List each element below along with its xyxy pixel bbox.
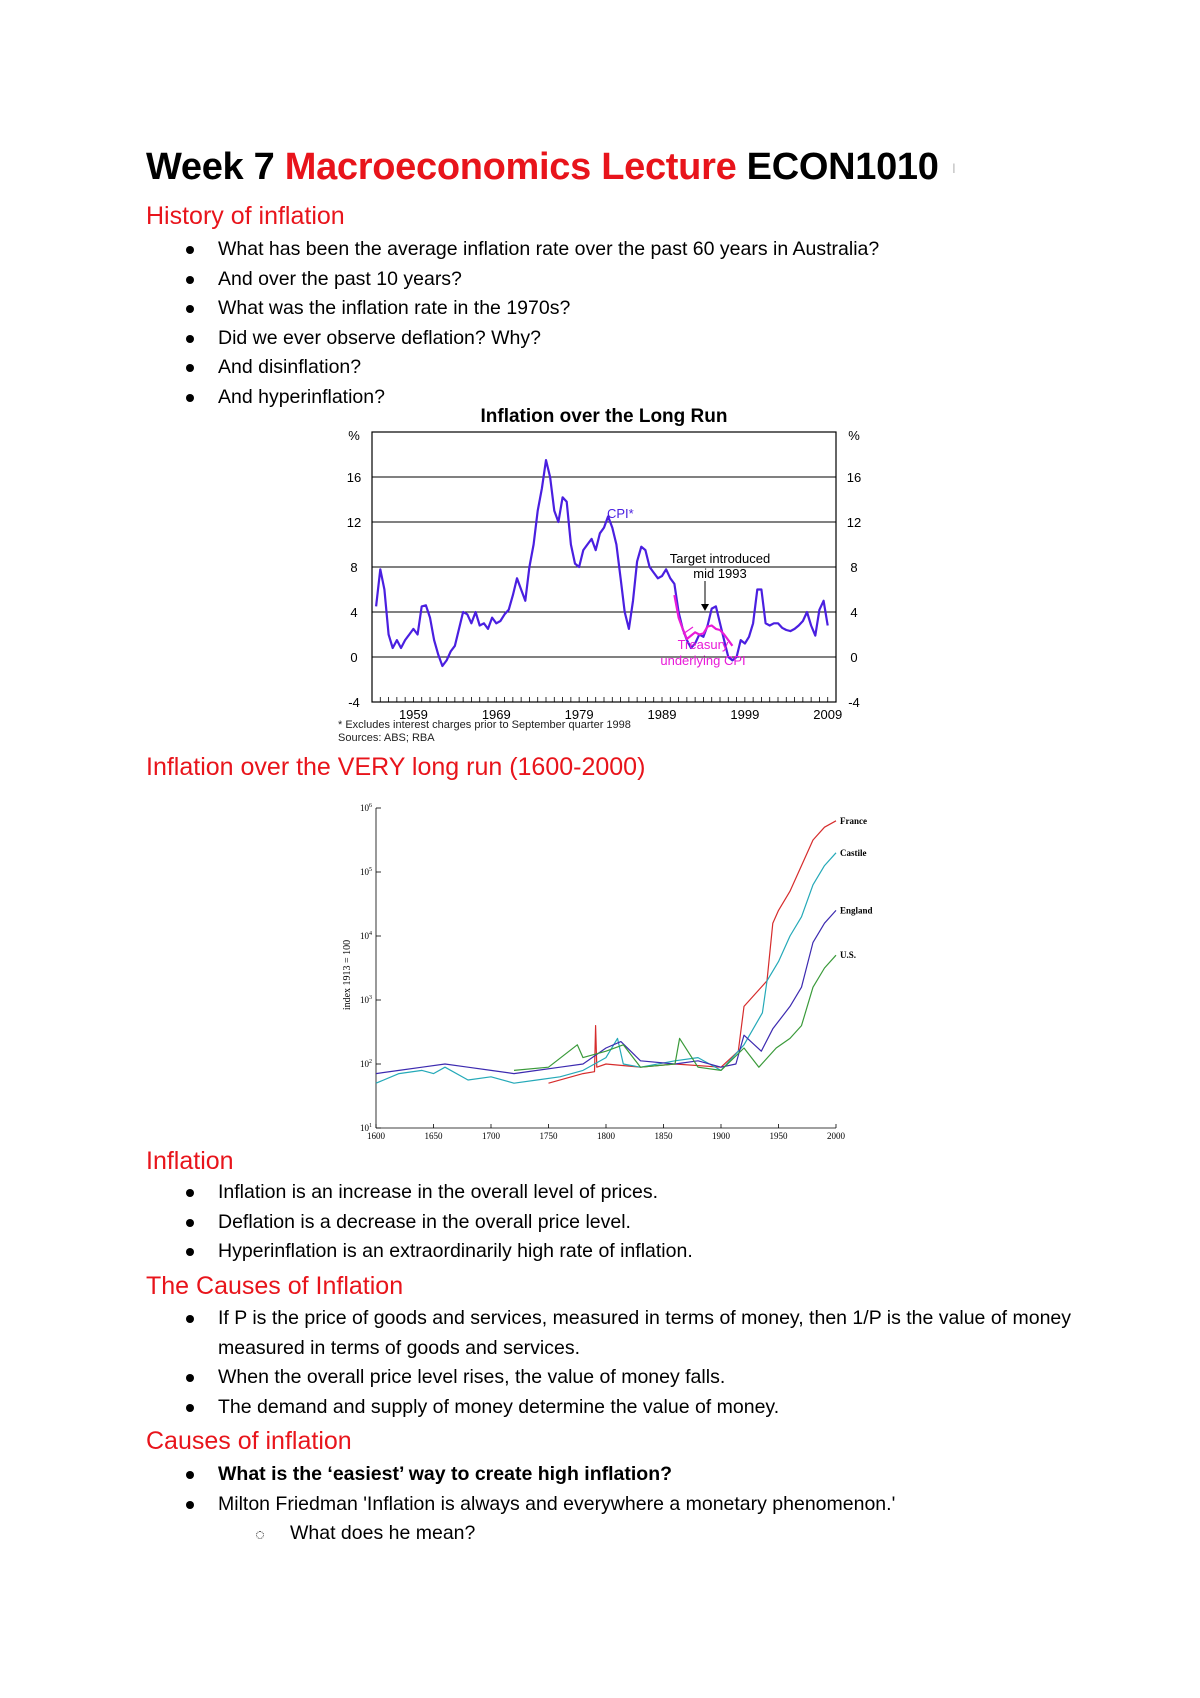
price-index-1600-2000-chart	[336, 800, 906, 1140]
title-mark: |	[952, 163, 955, 175]
x-tick-label: 1969	[481, 707, 511, 722]
chart-footnote: * Excludes interest charges prior to September quarter 1998	[338, 719, 631, 731]
heading-inflation: Inflation	[146, 1147, 234, 1175]
x-tick-label: 1850	[654, 1131, 673, 1140]
y-tick-label: $10^2$	[360, 1059, 372, 1069]
y-tick-label: 4	[850, 605, 858, 620]
list-item: And disinflation?	[146, 353, 1118, 383]
series-label: England	[840, 905, 873, 916]
series-line-france	[549, 821, 837, 1083]
y-tick-label: 16	[346, 470, 362, 485]
target-label-date: mid 1993	[693, 566, 747, 581]
heading-causes-of-inflation-2: Causes of inflation	[146, 1427, 352, 1455]
history-list	[146, 235, 1118, 412]
list-item: Did we ever observe deflation? Why?	[146, 324, 1118, 354]
title-course: ECON1010	[736, 146, 939, 188]
y-tick-label: 4	[350, 605, 358, 620]
x-tick-label: 1750	[539, 1131, 558, 1140]
series-line-england	[376, 910, 836, 1073]
x-tick-label: 1999	[730, 707, 760, 722]
list-item: Hyperinflation is an extraordinarily high rate of inflation.	[146, 1237, 1118, 1267]
chart-title: Inflation over the Long Run	[480, 406, 728, 427]
list-item: Milton Friedman 'Inflation is always and everywhere a monetary phenomenon.'	[146, 1490, 1118, 1520]
y-tick-label: 16	[846, 470, 862, 485]
list-item: When the overall price level rises, the value of money falls.	[146, 1363, 1118, 1393]
chart-sources: Sources: ABS; RBA	[338, 732, 435, 744]
heading-causes-of-inflation: The Causes of Inflation	[146, 1272, 404, 1300]
causes2-list	[146, 1460, 1190, 1549]
list-item: What was the inflation rate in the 1970s?	[146, 294, 1118, 324]
x-tick-label: 2009	[813, 707, 843, 722]
y-tick-label: $10^4$	[360, 931, 372, 941]
list-item: What has been the average inflation rate over the past 60 years in Australia?	[146, 235, 1118, 265]
heading-history-of-inflation: History of inflation	[146, 202, 345, 230]
y-tick-label: $10^6$	[360, 803, 372, 813]
y-tick-label: $10^1$	[360, 1123, 372, 1133]
x-tick-label: 1979	[564, 707, 594, 722]
list-item: And hyperinflation?	[146, 383, 1118, 413]
list-item: And over the past 10 years?	[146, 265, 1118, 295]
y-tick-label: 12	[846, 515, 862, 530]
y-tick-label: 0	[850, 650, 858, 665]
y-tick-label: 8	[850, 560, 858, 575]
y-axis-right	[847, 470, 861, 710]
series-line-u-s	[514, 955, 836, 1070]
y-tick-label: 0	[350, 650, 358, 665]
y-tick-label: $10^5$	[360, 867, 372, 877]
x-tick-label: 1950	[769, 1131, 788, 1140]
cpi-label: CPI*	[607, 506, 634, 521]
page-title	[146, 146, 955, 189]
y-tick-label: -4	[848, 695, 860, 710]
y-axis-label: index 1913 = 100	[342, 939, 353, 1011]
list-item: Deflation is a decrease in the overall price level.	[146, 1208, 1118, 1238]
x-tick-label: 1959	[398, 707, 428, 722]
y-axis-ticks	[360, 803, 381, 1133]
treasury-label-2: underlying CPI	[660, 653, 746, 668]
y-tick-label: $10^3$	[360, 995, 372, 1005]
x-axis-ticks	[367, 1124, 846, 1140]
x-tick-label: 1900	[712, 1131, 730, 1140]
treasury-label: Treasury	[677, 637, 729, 652]
list-item: If P is the price of goods and services, measured in terms of money, then 1/P is the value of money measured in terms of goods and services.	[146, 1304, 1118, 1363]
sub-list-item: What does he mean?	[146, 1519, 1190, 1549]
y-tick-label: 8	[350, 560, 358, 575]
title-lecture: Macroeconomics Lecture	[284, 146, 737, 188]
inflation-list	[146, 1178, 1118, 1267]
title-week: Week 7	[146, 146, 285, 188]
series-label: France	[840, 815, 867, 826]
y-axis-left	[347, 470, 361, 710]
list-item: The demand and supply of money determine the value of money.	[146, 1393, 1118, 1423]
x-tick-label: 2000	[827, 1131, 845, 1140]
x-tick-label: 1600	[367, 1131, 385, 1140]
list-item: What is the ‘easiest’ way to create high inflation?	[146, 1460, 1118, 1490]
y-tick-label: 12	[346, 515, 362, 530]
heading-very-long-run: Inflation over the VERY long run (1600-2000)	[146, 753, 646, 781]
target-label: Target introduced	[669, 551, 771, 566]
y-unit-right: %	[848, 428, 860, 443]
x-tick-label: 1650	[424, 1131, 443, 1140]
series-labels	[840, 816, 873, 960]
y-tick-label: -4	[348, 695, 360, 710]
causes-list	[146, 1304, 1118, 1422]
series-lines	[376, 821, 836, 1083]
x-tick-label: 1700	[482, 1131, 500, 1140]
x-tick-label: 1989	[647, 707, 677, 722]
inflation-long-run-chart	[334, 404, 874, 744]
list-item: Inflation is an increase in the overall level of prices.	[146, 1178, 1118, 1208]
series-label: U.S.	[840, 950, 857, 961]
x-tick-label: 1800	[597, 1131, 615, 1140]
series-label: Castile	[840, 847, 867, 858]
y-unit-left: %	[348, 428, 360, 443]
